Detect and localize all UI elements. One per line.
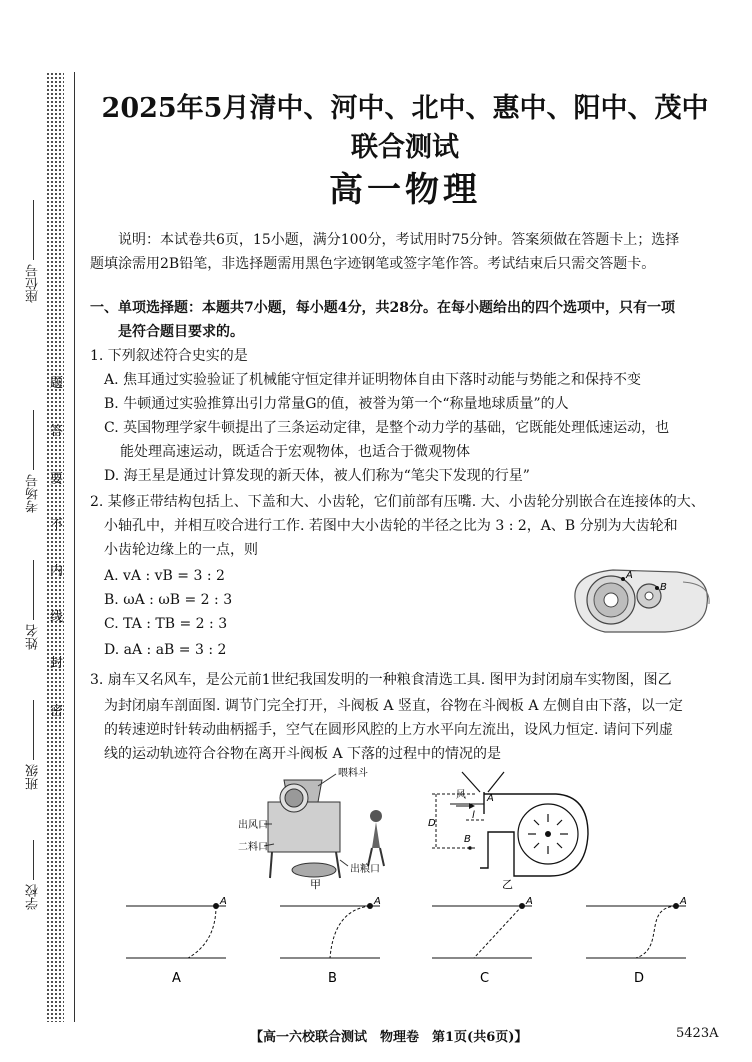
q1-option-c-cont: 能处理高速运动，既适合于宏观物体，也适合于微观物体 bbox=[120, 444, 470, 460]
label-fig-yi: 乙 bbox=[502, 878, 513, 890]
seal-char: 不 bbox=[50, 518, 64, 533]
subject-title: 高一物理 bbox=[329, 170, 481, 210]
label-wind: 风 bbox=[456, 790, 466, 801]
q3-stem: 线的运动轨迹符合谷物在离开斗阀板 A 下落的过程中的情况的是 bbox=[104, 746, 502, 762]
point-label: A bbox=[680, 896, 687, 907]
seal-char: 密 bbox=[50, 704, 64, 719]
label-feed-hopper: 喂料斗 bbox=[338, 768, 368, 779]
fig-label-a: A bbox=[626, 570, 633, 581]
q2-option-c: C. TA : TB = 2 : 3 bbox=[104, 616, 228, 632]
label-second-outlet: 二料口 bbox=[238, 842, 268, 853]
label-a: A bbox=[487, 793, 494, 804]
label-b: B bbox=[464, 834, 471, 845]
seal-char: 线 bbox=[50, 610, 64, 625]
choice-a-label: A bbox=[172, 971, 181, 986]
q2-option-d: D. aA : aB = 3 : 2 bbox=[104, 642, 227, 658]
seal-char: 封 bbox=[50, 656, 64, 671]
q2-stem: 小轴孔中，并相互咬合进行工作. 若图中大小齿轮的半径之比为 3 : 2，A、B 分别为大齿轮和 bbox=[104, 518, 678, 534]
binding-line bbox=[74, 72, 75, 1022]
section-heading: 一、单项选择题：本题共7小题，每小题4分，共28分。在每小题给出的四个选项中，只有一项 bbox=[90, 300, 675, 316]
choice-d-label: D bbox=[634, 971, 645, 986]
paper-code: 5423A bbox=[676, 1026, 719, 1041]
seal-char: 要 bbox=[50, 472, 64, 487]
q3-stem: 3. 扇车又名风车，是公元前1世纪我国发明的一种粮食清选工具. 图甲为封闭扇车实物图，图乙 bbox=[90, 672, 672, 688]
choice-b-diagram bbox=[276, 892, 382, 988]
choice-c-label: C bbox=[480, 971, 490, 986]
instructions-line: 说明：本试卷共6页，15小题，满分100分，考试用时75分钟。答案须做在答题卡上；选择 bbox=[118, 232, 680, 248]
seal-char: 答 bbox=[50, 424, 64, 439]
binding-dotted-strip bbox=[46, 72, 64, 1022]
choice-c-diagram bbox=[428, 892, 534, 988]
point-label: A bbox=[220, 896, 227, 907]
correction-tape-figure bbox=[565, 560, 715, 642]
q3-stem: 为封闭扇车剖面图. 调节门完全打开，斗阀板 A 竖直，谷物在斗阀板 A 左侧自由下落，以一定 bbox=[104, 698, 683, 714]
fig-label-b: B bbox=[660, 582, 667, 593]
cross-section-figure bbox=[426, 768, 592, 890]
q3-stem: 的转速逆时针转动曲柄摇手，空气在圆形风腔的上方水平向左流出，设风力恒定. 请问下列虚 bbox=[104, 722, 673, 738]
class-field: 班级 bbox=[24, 700, 43, 790]
seal-char: 内 bbox=[50, 564, 64, 579]
choice-a-diagram bbox=[122, 892, 228, 988]
q1-option-b: B. 牛顿通过实验推算出引力常量G的值，被誉为第一个“称量地球质量”的人 bbox=[104, 396, 569, 412]
point-label: A bbox=[374, 896, 381, 907]
label-wind-outlet: 出风口 bbox=[238, 820, 268, 831]
q2-stem: 2. 某修正带结构包括上、下盖和大、小齿轮，它们前部有压嘴. 大、小齿轮分别嵌合在连接体的大、 bbox=[90, 494, 705, 510]
exam-title: 2025年5月清中、河中、北中、惠中、阳中、茂中联合测试 bbox=[101, 93, 709, 163]
instructions-line: 题填涂需用2B铅笔，非选择题需用黑色字迹钢笔或签字笔作答。考试结束后只需交答题卡。 bbox=[90, 256, 656, 272]
page-footer: 【高一六校联合测试 物理卷 第1页(共6页)】 bbox=[250, 1030, 528, 1045]
seal-char: 题 bbox=[50, 376, 64, 391]
seat-number-field: 座位号 bbox=[24, 200, 43, 303]
winnowing-machine-figure bbox=[236, 766, 396, 890]
school-field: 学校 bbox=[24, 840, 43, 910]
q2-option-b: B. ωA : ωB = 2 : 3 bbox=[104, 592, 233, 608]
choice-d-diagram bbox=[582, 892, 688, 988]
name-field: 姓名 bbox=[24, 560, 43, 650]
label-l: l bbox=[472, 810, 475, 821]
exam-room-field: 考场号 bbox=[24, 410, 43, 513]
choice-b-label: B bbox=[328, 971, 337, 986]
q1-stem: 1. 下列叙述符合史实的是 bbox=[90, 348, 248, 364]
q2-stem: 小齿轮边缘上的一点，则 bbox=[104, 542, 258, 558]
point-label: A bbox=[526, 896, 533, 907]
q1-option-a: A. 焦耳通过实验验证了机械能守恒定律并证明物体自由下落时动能与势能之和保持不变 bbox=[104, 372, 642, 388]
q2-option-a: A. vA : vB = 3 : 2 bbox=[104, 568, 225, 584]
label-fig-jia: 甲 bbox=[310, 878, 321, 890]
label-d: D bbox=[428, 818, 436, 829]
q1-option-c: C. 英国物理学家牛顿提出了三条运动定律，是整个动力学的基础，它既能处理低速运动，也 bbox=[104, 420, 670, 436]
q1-option-d: D. 海王星是通过计算发现的新天体，被人们称为“笔尖下发现的行星” bbox=[104, 468, 530, 484]
section-heading-cont: 是符合题目要求的。 bbox=[118, 324, 244, 340]
label-grain-outlet: 出粮口 bbox=[350, 864, 380, 875]
